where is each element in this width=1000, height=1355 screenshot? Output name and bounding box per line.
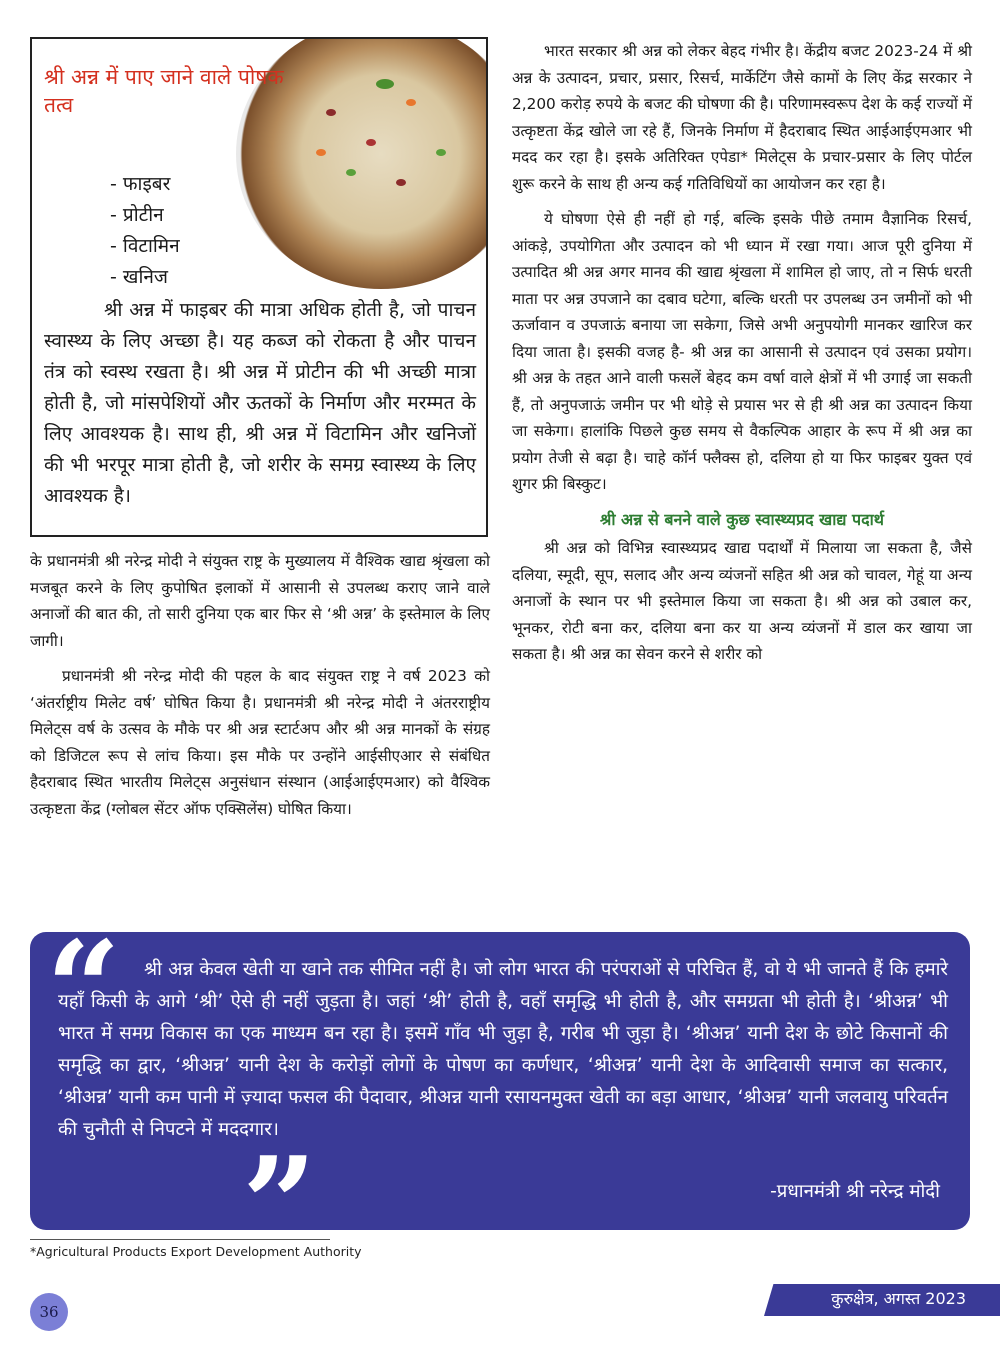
quote-text: श्री अन्न केवल खेती या खाने तक सीमित नहीं है। जो लोग भारत की परंपराओं से परिचित हैं, वो ये भी जानते हैं कि हमारे यहाँ किसी के आगे ‘श्री’ ऐसे ही नहीं जुड़ता है। जहां ‘श्री’ होती है, वहाँ समृद्धि भी होती है, और समग्रता भी होती है। ‘श्रीअन्न’ भी भारत में समग्र विकास का एक माध्यम बन रहा है। इसमें गाँव भी जुड़ा है, गरीब भी जुड़ा है। ‘श्रीअन्न’ यानी देश के छोटे किसानों की समृद्धि का द्वार, ‘श्रीअन्न’ यानी देश के करोड़ों लोगों के पोषण का कर्णधार, ‘श्रीअन्न’ यानी देश के आदिवासी समाज का सत्कार, ‘श्रीअन्न’ यानी कम पानी में ज़्यादा फसल की पैदावार, श्रीअन्न यानी रसायनमुक्त खेती का बड़ा आधार, ‘श्रीअन्न’ यानी जलवायु परिवर्तन की चुनौती से निपटने में मददगार।: [58, 959, 948, 1140]
publication-name: कुरुक्षेत्र, अगस्त 2023: [831, 1289, 966, 1308]
nutrient-list: [110, 169, 180, 293]
footnote: *Agricultural Products Export Development Authority: [30, 1244, 362, 1259]
right-column: [512, 38, 972, 677]
list-item: - प्रोटीन: [110, 204, 164, 226]
paragraph: भारत सरकार श्री अन्न को लेकर बेहद गंभीर है। केंद्रीय बजट 2023-24 में श्री अन्न के उत्पादन, प्रचार, प्रसार, रिसर्च, मार्केटिंग जैसे कामों के लिए केंद्र सरकार ने 2,200 करोड़ रुपये के बजट की घोषणा की है। परिणामस्वरूप देश के कई राज्यों में उत्कृष्टता केंद्र खोले जा रहे हैं, जिनके निर्माण में हैदराबाद स्थित आईआईएमआर भी मदद कर रहा है। इसके अतिरिक्त एपेडा* मिलेट्स के प्रचार-प्रसार के लिए पोर्टल शुरू करने के साथ ही अन्य कई गतिविधियों का आयोजन कर रहा है।: [512, 42, 972, 193]
paragraph: ये घोषणा ऐसे ही नहीं हो गई, बल्कि इसके पीछे तमाम वैज्ञानिक रिसर्च, आंकड़े, उपयोगिता और उत्पादन को भी ध्यान में रखा गया। आज पूरी दुनिया में उत्पादित श्री अन्न अगर मानव की खाद्य श्रृंखला में शामिल हो जाए, तो न सिर्फ धरती माता पर अन्न उपजाने का दबाव घटेगा, बल्कि धरती पर उपलब्ध उन जमीनों को भी ऊर्जावान व उपजाऊं बनाया जा सकेगा, जिसे अभी अनुपयोगी मानकर खारिज कर दिया जाता है। इसकी वजह है- श्री अन्न का आसानी से उत्पादन एवं उसका प्रयोग। श्री अन्न के तहत आने वाली फसलें बेहद कम वर्षा वाले क्षेत्रों में भी उगाई जा सकती हैं, तो अनुपजाऊं जमीन पर भी थोड़े से प्रयास भर से ही श्री अन्न का उत्पादन किया जा सकेगा। हालांकि पिछले कुछ समय से वैकल्पिक आहार के रूप में श्री अन्न का प्रयोग तेजी से बढ़ा है। चाहे कॉर्न फ्लैक्स हो, दलिया हो या फिर फाइबर युक्त एवं शुगर फ्री बिस्कुट।: [512, 210, 972, 493]
list-item: - फाइबर: [110, 173, 171, 195]
quote-attribution: -प्रधानमंत्री श्री नरेन्द्र मोदी: [770, 1181, 940, 1202]
list-item: - खनिज: [110, 266, 169, 288]
open-quote-icon: “: [46, 912, 121, 1065]
paragraph: श्री अन्न को विभिन्न स्वास्थ्यप्रद खाद्य पदार्थों में मिलाया जा सकता है, जैसे दलिया, स्मूदी, सूप, सलाद और अन्य व्यंजनों सहित श्री अन्न को चावल, गेहूं या अन्य अनाजों के स्थान पर भी इस्तेमाल किया जा सकता है। श्री अन्न को उबाल कर, भूनकर, रोटी बना कर, दलिया बना कर या अन्य व्यंजनों में डाल कर खाया जा सकता है। श्री अन्न का सेवन करने से शरीर को: [512, 539, 972, 663]
list-item: - विटामिन: [110, 235, 180, 257]
nutrients-box: [30, 37, 488, 537]
box-title: श्री अन्न में पाए जाने वाले पोषक तत्व: [44, 65, 284, 117]
paragraph: प्रधानमंत्री श्री नरेन्द्र मोदी की पहल के बाद संयुक्त राष्ट्र ने वर्ष 2023 को ‘अंतर्राष्ट्रीय मिलेट वर्ष’ घोषित किया है। प्रधानमंत्री श्री नरेन्द्र मोदी ने अंतरराष्ट्रीय मिलेट्स वर्ष के उत्सव के मौके पर श्री अन्न स्टार्टअप और श्री अन्न मानकों के संग्रह को डिजिटल रूप से लांच किया। इस मौके पर उन्होंने आईसीएआर से संबंधित हैदराबाद स्थित भारतीय मिलेट्स अनुसंधान संस्थान (आईआईएमआर) को वैश्विक उत्कृष्टता केंद्र (ग्लोबल सेंटर ऑफ एक्सिलेंस) घोषित किया।: [30, 667, 490, 818]
box-paragraph: श्री अन्न में फाइबर की मात्रा अधिक होती है, जो पाचन स्वास्थ्य के लिए अच्छा है। यह कब्ज को रोकता है और पाचन तंत्र को स्वस्थ रखता है। श्री अन्न में प्रोटीन की भी अच्छी मात्रा होती है, जो मांसपेशियों और ऊतकों के निर्माण और मरम्मत के लिए आवश्यक है। साथ ही, श्री अन्न में विटामिन और खनिजों की भी भरपूर मात्रा होती है, जो शरीर के समग्र स्वास्थ्य के लिए आवश्यक है।: [44, 299, 476, 507]
page-number: 36: [30, 1293, 68, 1331]
paragraph: के प्रधानमंत्री श्री नरेन्द्र मोदी ने संयुक्त राष्ट्र के मुख्यालय में वैश्विक खाद्य श्रृंखला को मजबूत करने के लिए कुपोषित इलाकों में आसानी से उपलब्ध कराए जाने वाले अनाजों की बात की, तो सारी दुनिया एक बार फिर से ‘श्री अन्न’ के इस्तेमाल के लिए जागी।: [30, 552, 490, 650]
close-quote-icon: ”: [242, 1128, 317, 1281]
footnote-divider: [30, 1239, 330, 1240]
section-subheading: श्री अन्न से बनने वाले कुछ स्वास्थ्यप्रद खाद्य पदार्थ: [600, 509, 884, 529]
left-column: [30, 548, 490, 831]
